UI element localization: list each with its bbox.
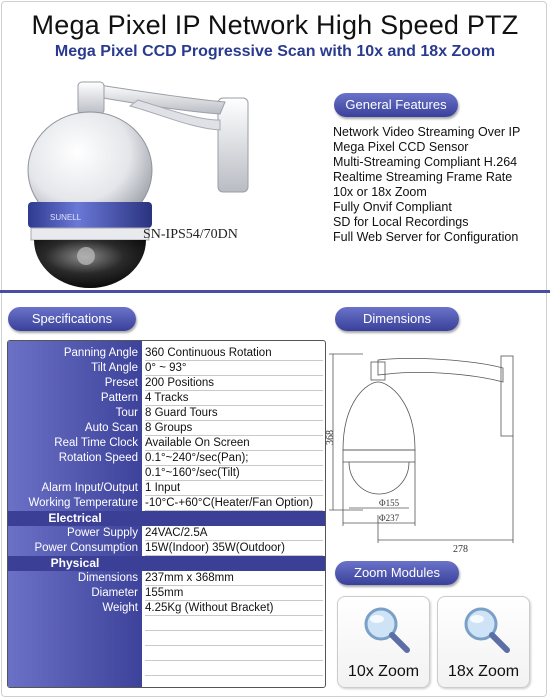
table-row xyxy=(8,436,325,451)
table-row xyxy=(8,601,325,616)
table-row xyxy=(8,631,325,646)
spec-value: 200 Positions xyxy=(145,376,323,391)
spec-value: 8 Guard Tours xyxy=(145,406,323,421)
spec-value: 0.1°~160°/sec(Tilt) xyxy=(145,466,323,481)
spec-value: 1 Input xyxy=(145,481,323,496)
table-row xyxy=(8,526,325,541)
svg-text:SUNELL: SUNELL xyxy=(50,213,82,222)
dimension-outer-diameter: Φ237 xyxy=(379,513,400,523)
table-row xyxy=(8,406,325,421)
model-number: SN-IPS54/70DN xyxy=(143,227,238,242)
electrical-section-header xyxy=(8,511,325,526)
table-row xyxy=(8,346,325,361)
spec-label: Working Temperature xyxy=(28,497,138,509)
dimension-inner-diameter: Φ155 xyxy=(379,498,400,508)
spec-label: Panning Angle xyxy=(63,347,138,359)
spec-value: 4 Tracks xyxy=(145,391,323,406)
page-title: Mega Pixel IP Network High Speed PTZ xyxy=(31,10,519,40)
zoom-module-label: 18x Zoom xyxy=(447,663,520,680)
table-row xyxy=(8,571,325,586)
spec-label: Alarm Input/Output xyxy=(41,482,138,494)
feature-item: Fully Onvif Compliant xyxy=(333,200,452,214)
feature-item: Network Video Streaming Over IP xyxy=(333,125,521,139)
spec-label: Power Supply xyxy=(67,527,138,539)
spec-value: Available On Screen xyxy=(145,436,323,451)
table-row xyxy=(8,496,325,511)
spec-label: Weight xyxy=(102,602,138,614)
table-row xyxy=(8,391,325,406)
spec-label: Power Consumption xyxy=(34,542,138,554)
table-row xyxy=(8,481,325,496)
feature-item: 10x or 18x Zoom xyxy=(333,185,427,199)
spec-label: Tour xyxy=(115,407,138,419)
spec-value: 155mm xyxy=(145,586,323,601)
spec-label: Real Time Clock xyxy=(54,437,138,449)
dimension-height: 368 xyxy=(325,430,336,445)
magnifier-icon xyxy=(457,605,513,655)
spec-label: Dimensions xyxy=(77,572,138,584)
zoom-modules-heading: Zoom Modules xyxy=(335,561,459,585)
spec-value: 237mm x 368mm xyxy=(145,571,323,586)
spec-value: 4.25Kg (Without Bracket) xyxy=(145,601,323,616)
table-row xyxy=(8,376,325,391)
table-row xyxy=(8,361,325,376)
table-row xyxy=(8,661,325,676)
spec-label: Tilt Angle xyxy=(91,362,138,374)
physical-section-header xyxy=(8,556,325,571)
table-row xyxy=(8,451,325,466)
general-features-heading: General Features xyxy=(334,93,458,117)
table-row xyxy=(8,586,325,601)
spec-label: Rotation Speed xyxy=(58,452,138,464)
dimension-drawing xyxy=(325,340,543,560)
feature-item: SD for Local Recordings xyxy=(333,215,469,229)
zoom-module-18x[interactable] xyxy=(437,596,530,688)
feature-item: Mega Pixel CCD Sensor xyxy=(333,140,469,154)
feature-item: Realtime Streaming Frame Rate xyxy=(333,170,513,184)
spec-label: Preset xyxy=(104,377,138,389)
table-row xyxy=(8,646,325,661)
spec-value: 24VAC/2.5A xyxy=(145,526,323,541)
ptz-camera-image xyxy=(20,70,320,292)
page-subtitle: Mega Pixel CCD Progressive Scan with 10x and 18x Zoom xyxy=(54,43,496,60)
table-row xyxy=(8,541,325,556)
dimension-arm-length: 278 xyxy=(453,544,468,555)
spec-value: 15W(Indoor) 35W(Outdoor) xyxy=(145,541,323,556)
spec-label: Pattern xyxy=(100,392,138,404)
feature-item: Multi-Streaming Compliant H.264 xyxy=(333,155,518,169)
spec-value: 360 Continuous Rotation xyxy=(145,346,323,361)
zoom-module-label: 10x Zoom xyxy=(347,663,420,680)
spec-label: Auto Scan xyxy=(84,422,138,434)
section-title: Electrical xyxy=(48,511,102,525)
table-row xyxy=(8,421,325,436)
feature-item: Full Web Server for Configuration xyxy=(333,230,519,244)
dimensions-heading: Dimensions xyxy=(335,307,459,331)
specifications-heading: Specifications xyxy=(8,307,136,331)
table-row xyxy=(8,466,325,481)
magnifier-icon xyxy=(357,605,413,655)
section-divider xyxy=(0,290,550,293)
table-row xyxy=(8,616,325,631)
specifications-table xyxy=(7,340,326,688)
zoom-module-10x[interactable] xyxy=(337,596,430,688)
spec-value: 0° ~ 93° xyxy=(145,361,323,376)
spec-value: 0.1°~240°/sec(Pan); xyxy=(145,451,323,466)
spec-value: -10°C-+60°C(Heater/Fan Option) xyxy=(145,496,323,511)
general-features-list xyxy=(333,125,520,245)
spec-value: 8 Groups xyxy=(145,421,323,436)
section-title: Physical xyxy=(50,556,100,570)
spec-label: Diameter xyxy=(91,587,138,599)
